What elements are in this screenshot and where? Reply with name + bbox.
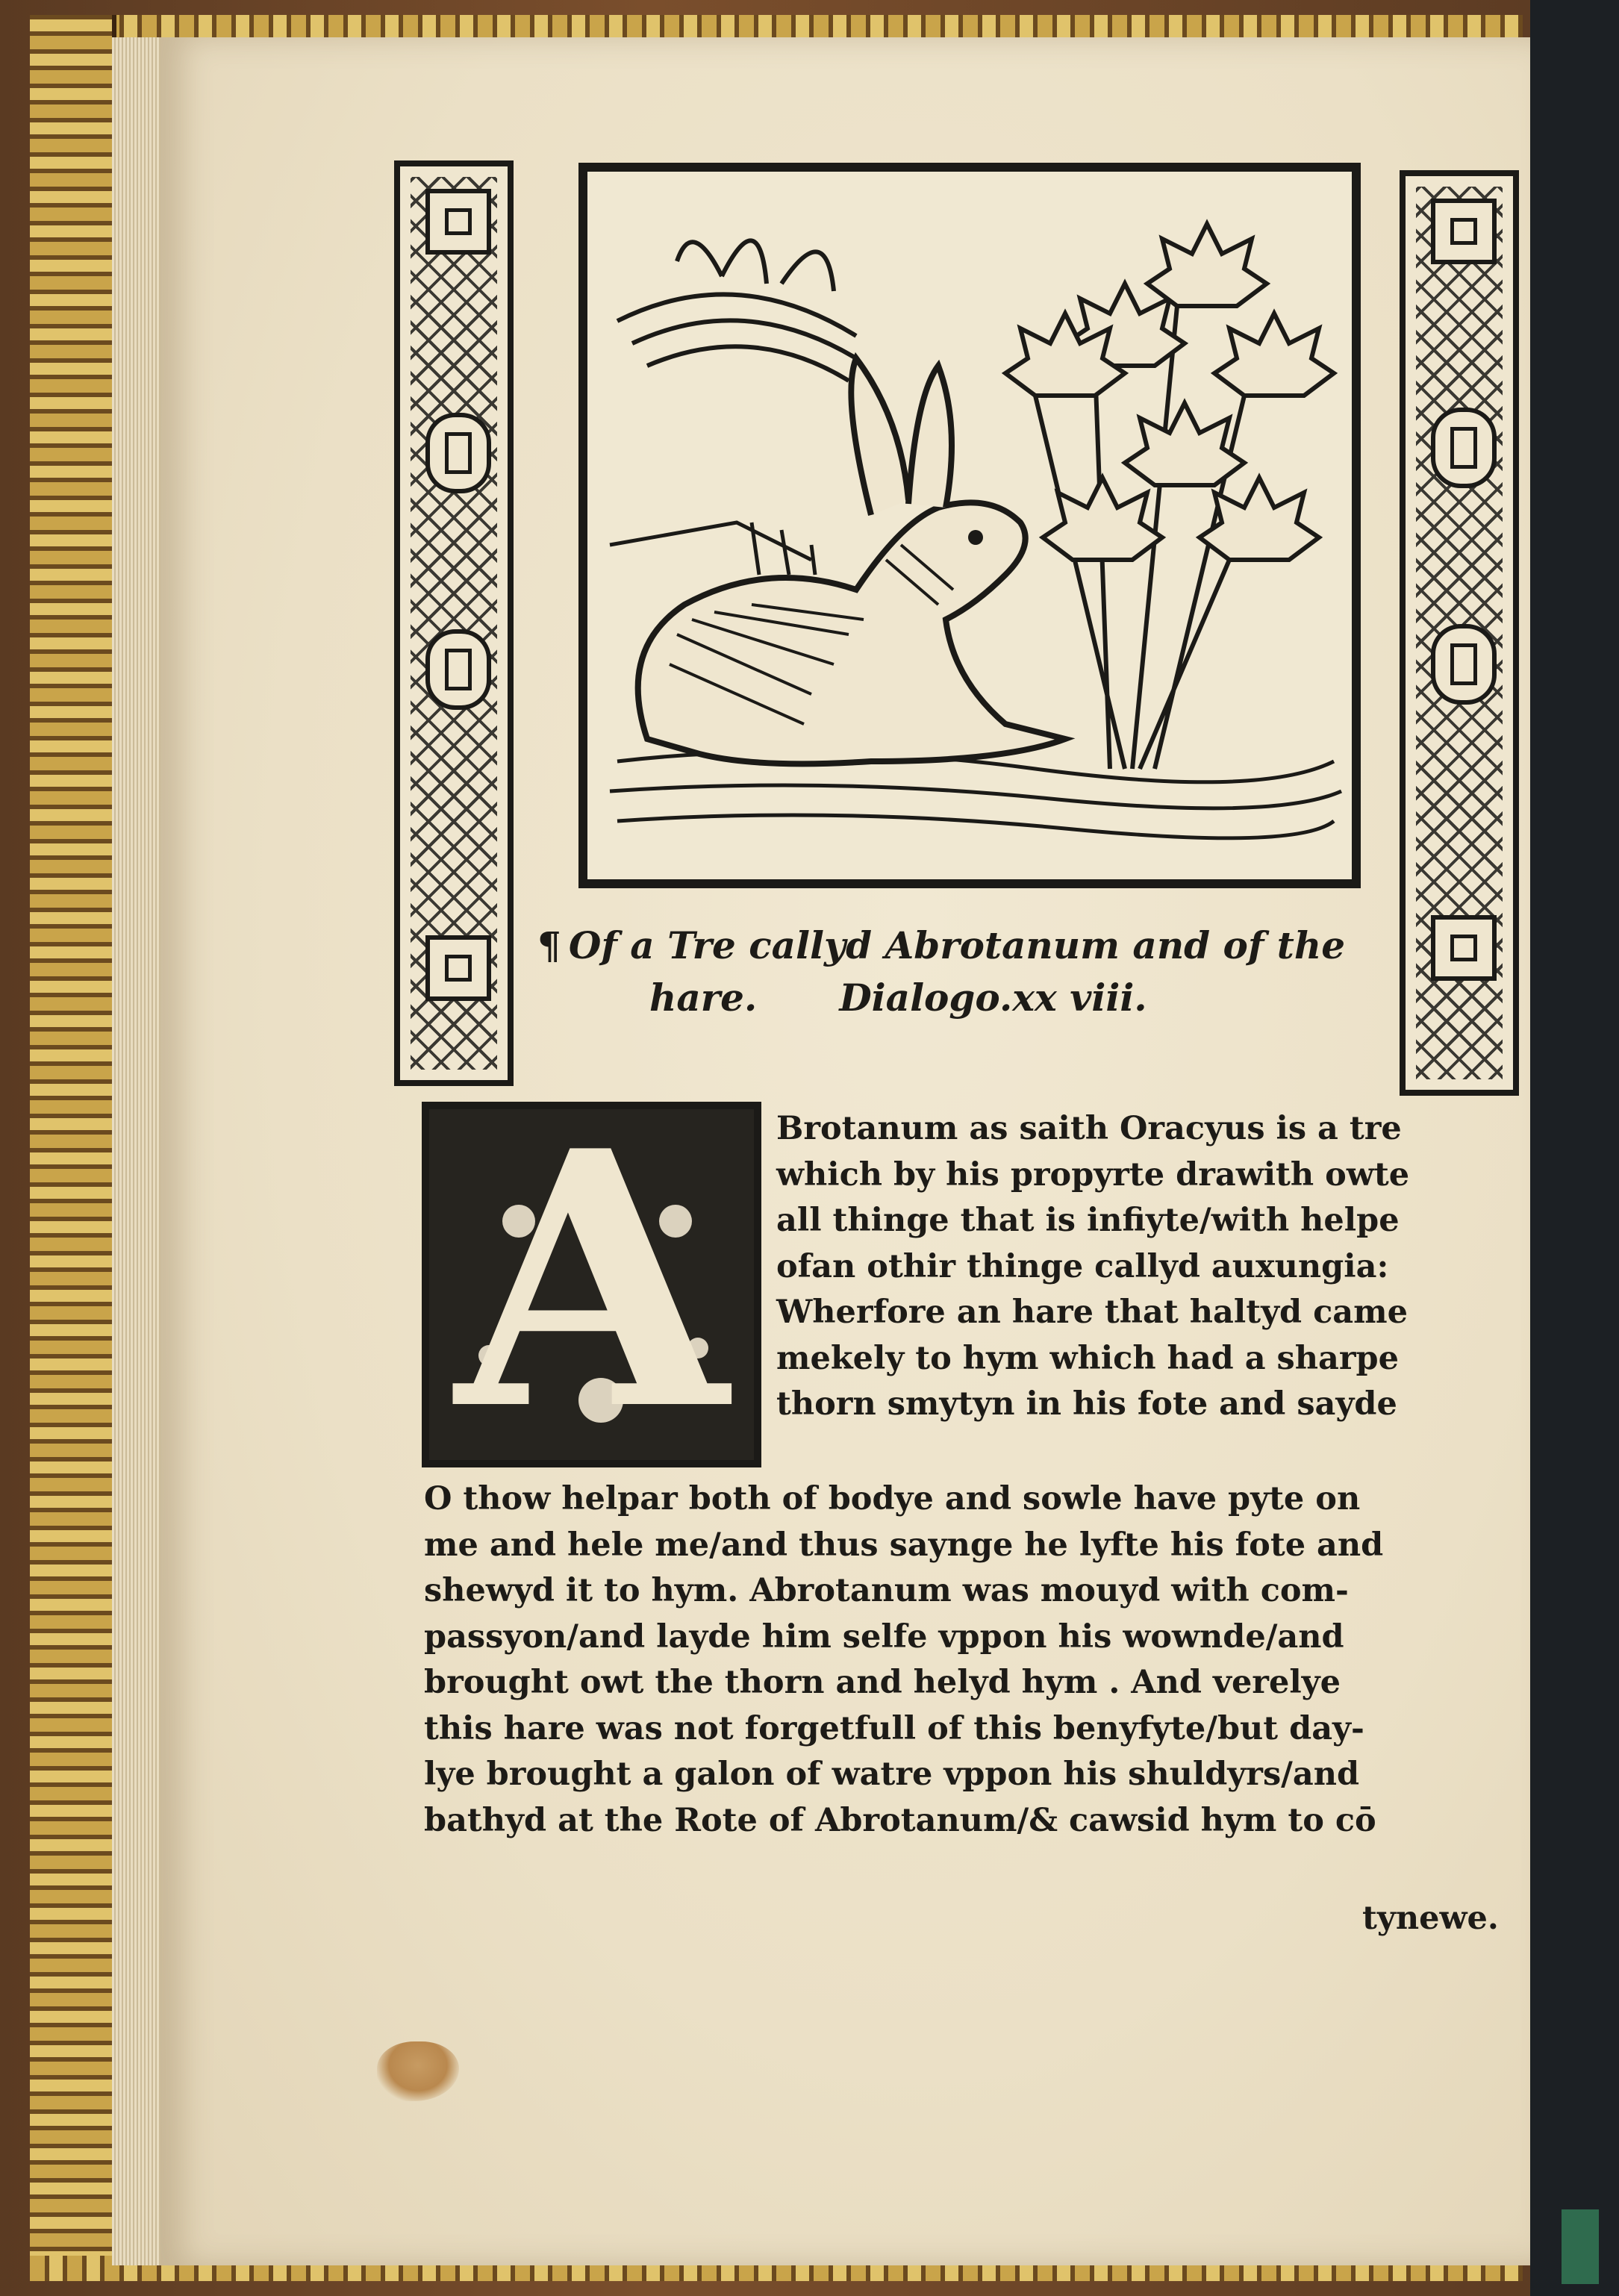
chapter-caption [537, 920, 1411, 1024]
grass-tuft [617, 240, 856, 381]
gilt-left-edge [30, 15, 116, 2281]
left-ornamental-border [394, 160, 514, 1086]
text-line: lye brought a galon of watre vppon his shuldyrs/and [424, 1756, 1360, 1793]
ornament-vase [1431, 624, 1497, 705]
text-line: brought owt the thorn and helyd hym . And verelye [424, 1664, 1341, 1701]
background-dark-strip [1530, 0, 1619, 2296]
abrotanum-plant [1005, 224, 1334, 769]
green-ribbon [1562, 2209, 1599, 2284]
text-line: Brotanum as saith Oracyus is a tre [776, 1110, 1402, 1147]
dialogue-reference: Dialogo.xx viii. [839, 976, 1147, 1020]
ornament-square-top [425, 189, 491, 255]
hare [638, 358, 1065, 764]
text-line: which by his propyrte drawith owte [776, 1155, 1410, 1194]
catchword: tynewe. [1362, 1900, 1499, 1937]
body-text-full-width [424, 1476, 1514, 1844]
right-ornamental-border [1400, 170, 1519, 1096]
text-line: Wherfore an hare that haltyd came [776, 1294, 1408, 1331]
pilcrow-mark: ¶ [537, 923, 561, 967]
ornament-square-top [1431, 199, 1497, 264]
caption-title: Of a Tre callyd Abrotanum and of the [568, 923, 1346, 967]
ornament-square-bottom [1431, 915, 1497, 981]
woodcut-illustration [578, 163, 1361, 888]
text-line: passyon/and layde him selfe vppon his wownde/and [424, 1618, 1344, 1656]
page-edges [112, 37, 164, 2265]
text-line: this hare was not forgetfull of this benyfyte/but day- [424, 1709, 1364, 1747]
text-line: O thow helpar both of bodye and sowle have pyte on [424, 1480, 1361, 1517]
decorated-initial [422, 1102, 761, 1467]
body-text-beside-initial [776, 1106, 1515, 1428]
text-line: bathyd at the Rote of Abrotanum/& cawsid hym to cō [424, 1801, 1376, 1839]
caption-line-1 [537, 920, 1411, 972]
caption-line-2 [537, 972, 1411, 1024]
ornament-vase [425, 629, 491, 710]
text-line: all thinge that is infiyte/with helpe [776, 1202, 1400, 1239]
text-line: shewyd it to hym. Abrotanum was mouyd with com- [424, 1572, 1349, 1609]
caption-title-end: hare. [649, 976, 758, 1020]
hare-and-plant-drawing [587, 172, 1352, 879]
text-line: me and hele me/and thus saynge he lyfte his fote and [424, 1526, 1384, 1564]
ornament-medallion [1431, 408, 1497, 488]
text-line: thorn smytyn in his fote and sayde [776, 1385, 1397, 1423]
ornament-square-bottom [425, 935, 491, 1001]
text-line: ofan othir thinge callyd auxungia: [776, 1247, 1389, 1285]
text-line: mekely to hym which had a sharpe [776, 1339, 1399, 1377]
initial-letter: A [455, 1102, 728, 1467]
ornament-medallion [425, 413, 491, 493]
